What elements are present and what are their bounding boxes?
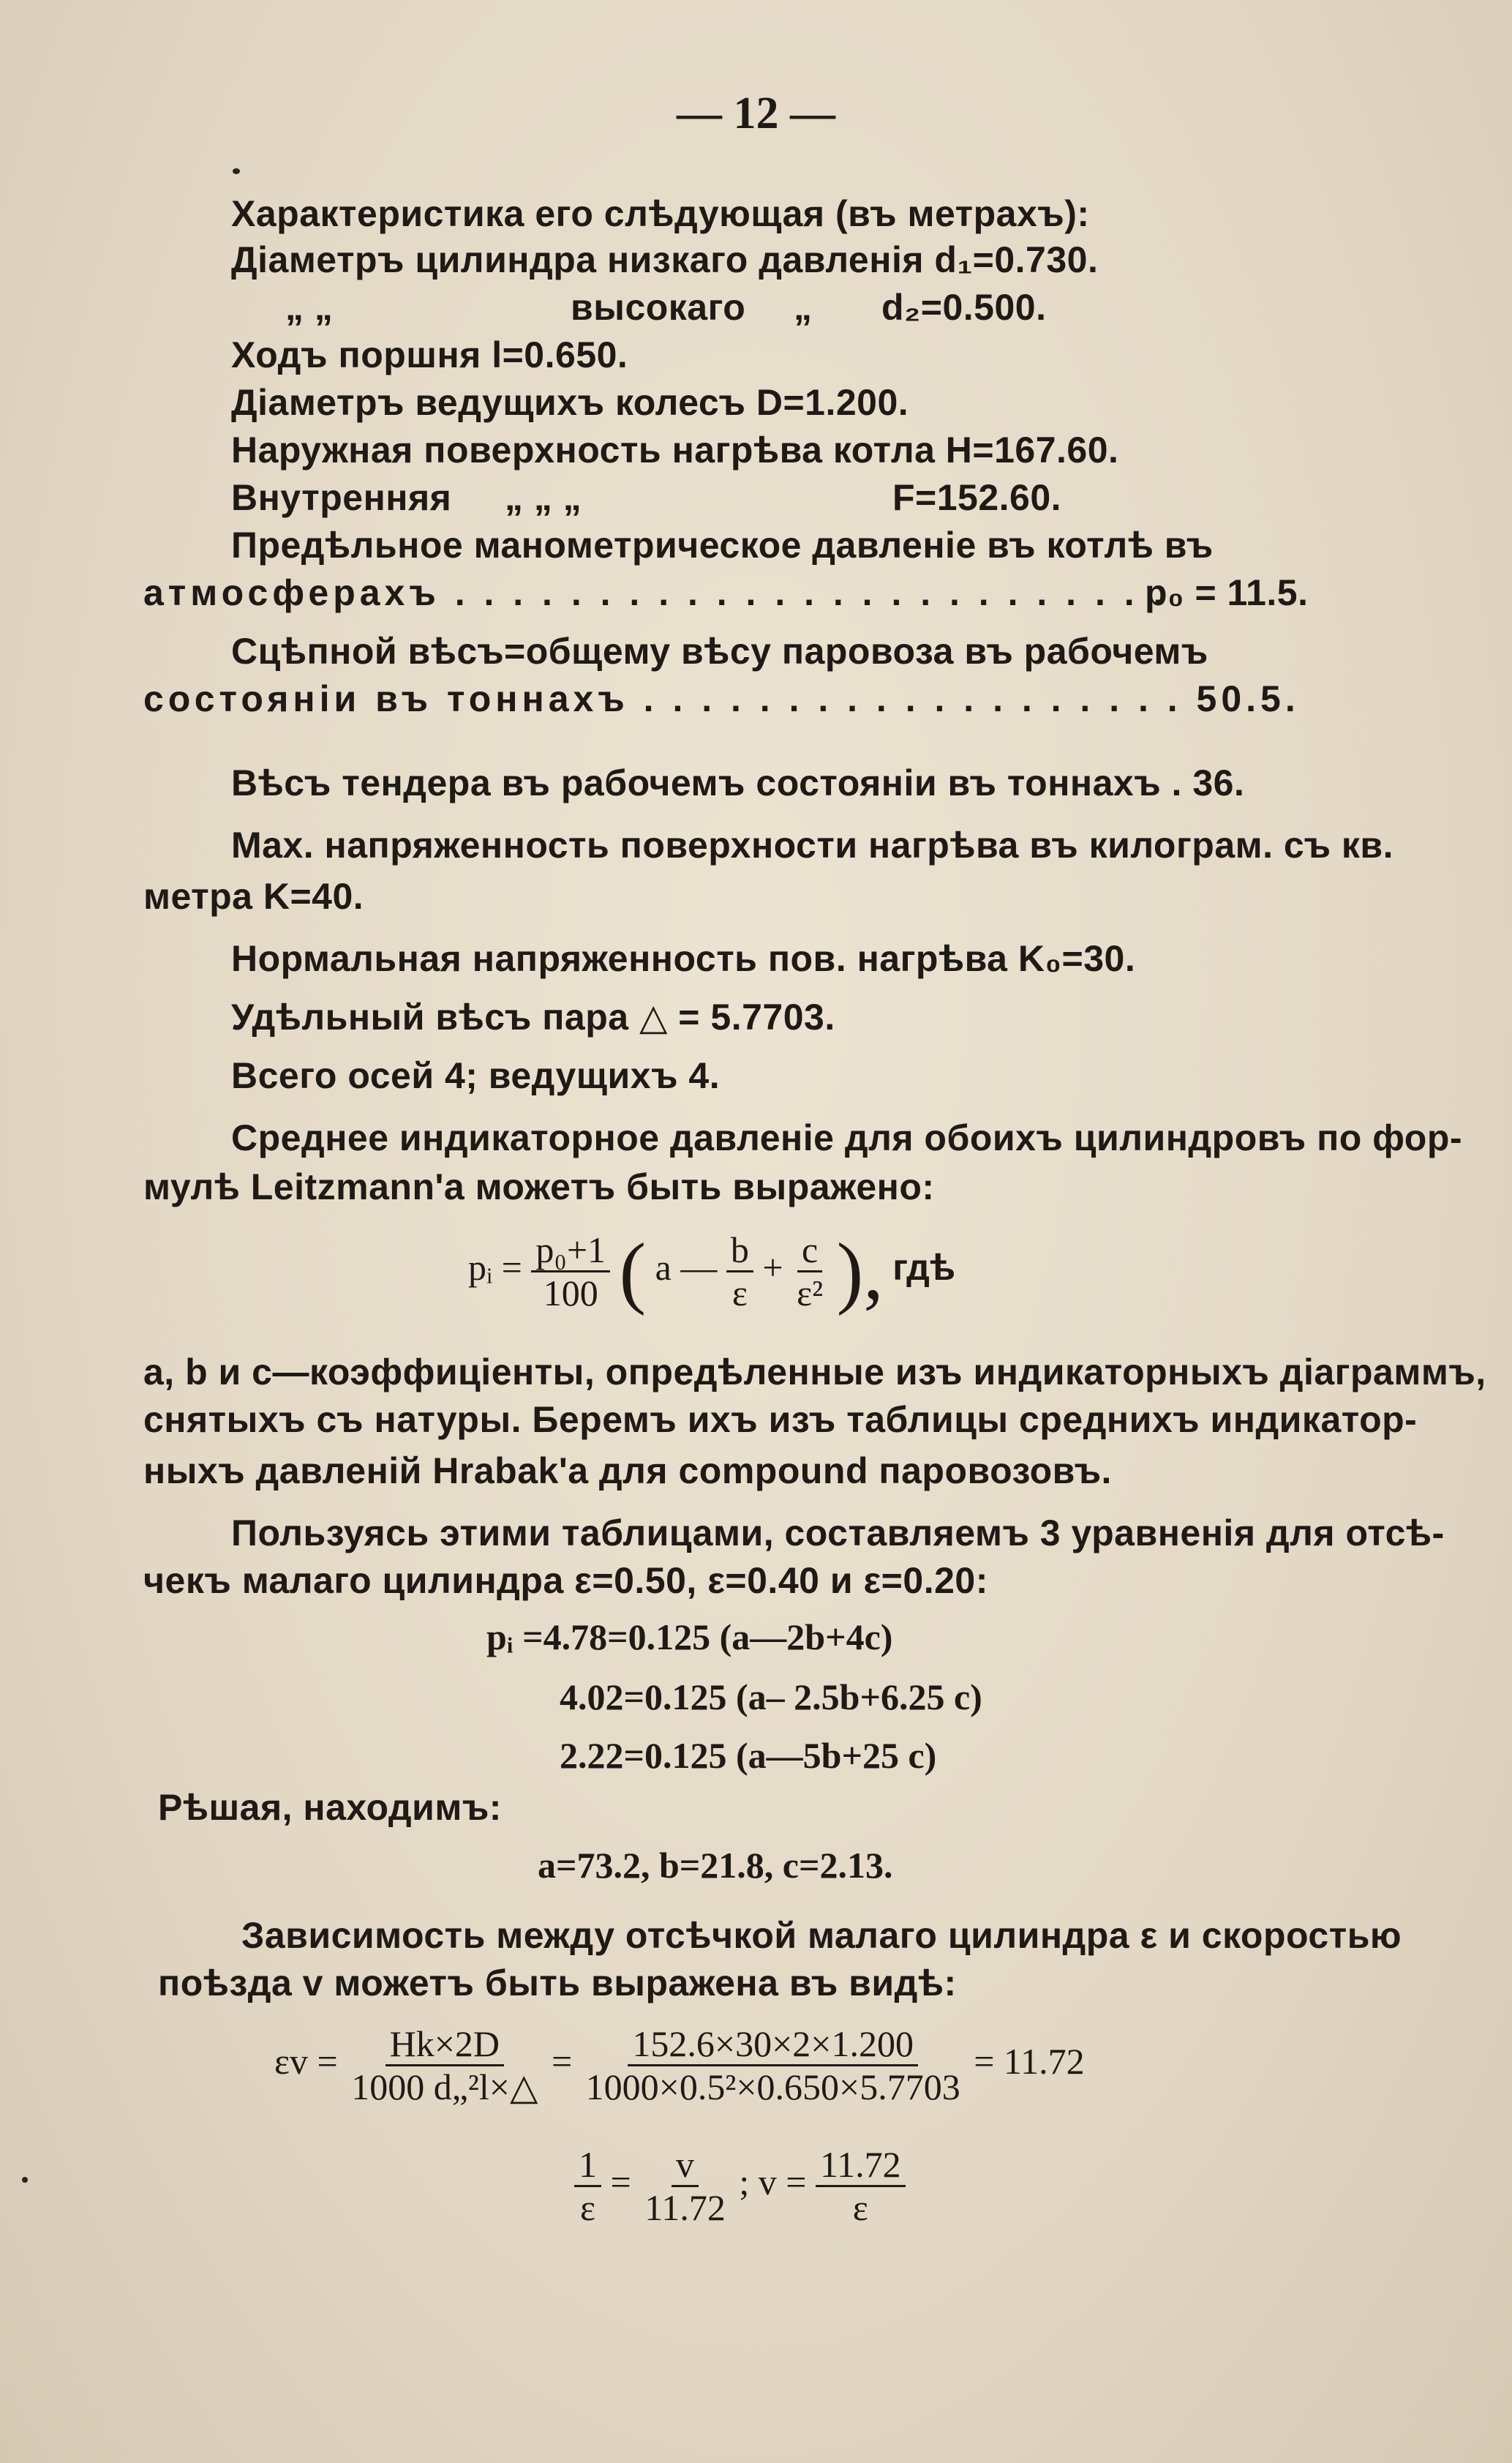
formula3-fraction-3 bbox=[816, 2144, 906, 2228]
formula1-denominator: 100 bbox=[543, 1272, 598, 1313]
equation-3: 2.22=0.125 (a—5b+25 c) bbox=[560, 1735, 937, 1776]
formula1-fraction bbox=[531, 1229, 610, 1313]
formula1-numerator: p₀+1 bbox=[531, 1229, 610, 1272]
line-p0-value: p₀ = 11.5. bbox=[1145, 572, 1309, 613]
line-low-pressure-diameter: Діаметръ цилиндра низкаго давленія d₁=0.730. bbox=[231, 239, 1099, 280]
line-hrabak: ныхъ давленій Hrabak'а для compound паровозовъ. bbox=[143, 1450, 1112, 1491]
formula3-f2-den: 11.72 bbox=[644, 2187, 726, 2228]
formula-speed bbox=[274, 2023, 1085, 2107]
formula2-result: = 11.72 bbox=[974, 2040, 1085, 2082]
line-solving: Рѣшая, находимъ: bbox=[158, 1787, 502, 1828]
formula1-c-den: ε² bbox=[797, 1272, 824, 1313]
line-dependence: Зависимость между отсѣчкой малаго цилиндра ε и скоростью bbox=[241, 1915, 1402, 1956]
line-cutoffs: чекъ малаго цилиндра ε=0.50, ε=0.40 и ε=0.20: bbox=[143, 1560, 988, 1601]
line-inner-label: Внутренняя bbox=[231, 477, 452, 518]
line-max-intensity: Max. напряженность поверхности нагрѣва въ килограм. съ кв. bbox=[231, 825, 1394, 866]
line-taken-from-nature: снятыхъ съ натуры. Беремъ ихъ изъ таблицы среднихъ индикатор- bbox=[143, 1399, 1418, 1440]
equation-2: 4.02=0.125 (a– 2.5b+6.25 c) bbox=[560, 1676, 982, 1717]
line-coefficients: a, b и c—коэффиціенты, опредѣленные изъ индикаторныхъ діаграммъ, bbox=[143, 1352, 1486, 1392]
formula1-where: гдѣ bbox=[892, 1246, 956, 1288]
line-piston-stroke: Ходъ поршня l=0.650. bbox=[231, 334, 628, 375]
equation-1: pᵢ =4.78=0.125 (a—2b+4c) bbox=[486, 1616, 893, 1657]
formula1-plus: + bbox=[762, 1246, 783, 1288]
line-tender-weight: Вѣсъ тендера въ рабочемъ состояніи въ тоннахъ . 36. bbox=[231, 762, 1245, 803]
line-axles: Всего осей 4; ведущихъ 4. bbox=[231, 1055, 721, 1096]
line-adhesive-weight: Сцѣпной вѣсъ=общему вѣсу паровоза въ рабочемъ bbox=[231, 631, 1208, 672]
formula1-b-num: b bbox=[726, 1229, 753, 1272]
formula1-c-num: c bbox=[797, 1229, 822, 1272]
formula3-equals: = bbox=[610, 2161, 631, 2203]
line-high-pressure-label: высокаго bbox=[571, 287, 746, 328]
formula3-f3-den: ε bbox=[852, 2187, 868, 2228]
formula2-fraction-2 bbox=[582, 2023, 965, 2107]
line-wheel-diameter: Діаметръ ведущихъ колесъ D=1.200. bbox=[231, 382, 909, 423]
line-atmospheres: атмосферахъ . . . . . . . . . . . . . . . . . . . . . . . . . bbox=[143, 572, 1168, 613]
page-number: — 12 — bbox=[677, 89, 835, 138]
formula-reciprocal bbox=[574, 2144, 906, 2228]
formula2-fraction-1 bbox=[347, 2023, 542, 2107]
formula2-den1: 1000 d„²l×△ bbox=[351, 2066, 538, 2107]
formula-mean-pressure bbox=[468, 1226, 956, 1316]
line-meter-k: метра K=40. bbox=[143, 876, 364, 917]
formula1-b-fraction bbox=[726, 1229, 753, 1313]
line-max-pressure: Предѣльное манометрическое давленіе въ котлѣ въ bbox=[231, 525, 1214, 566]
line-using-tables: Пользуясь этими таблицами, составляемъ 3 уравненія для отсѣ- bbox=[231, 1512, 1445, 1553]
line-ditto-marks: „ „ bbox=[285, 287, 334, 328]
formula2-den2: 1000×0.5²×0.650×5.7703 bbox=[585, 2066, 960, 2107]
formula2-lhs: εv = bbox=[274, 2040, 338, 2082]
line-high-pressure-diameter: d₂=0.500. bbox=[881, 287, 1047, 328]
line-mean-pressure: Среднее индикаторное давленіе для обоихъ цилиндровъ по фор- bbox=[231, 1117, 1463, 1158]
formula2-equals: = bbox=[551, 2040, 573, 2082]
formula1-a-term: a — bbox=[655, 1246, 718, 1288]
formula3-separator: ; v = bbox=[739, 2161, 807, 2203]
formula1-open-paren: ( bbox=[619, 1226, 647, 1316]
formula1-close-paren: ), bbox=[836, 1226, 884, 1316]
formula3-f1-den: ε bbox=[580, 2187, 595, 2228]
formula3-fraction-2 bbox=[640, 2144, 730, 2228]
line-train-speed: поѣзда v можетъ быть выражена въ видѣ: bbox=[158, 1962, 957, 2003]
formula1-lhs: pᵢ = bbox=[468, 1246, 522, 1288]
line-characteristics: Характеристика его слѣдующая (въ метрахъ): bbox=[231, 193, 1090, 234]
line-working-state: состояніи въ тоннахъ . . . . . . . . . . . . . . . . . . . 50.5. bbox=[143, 678, 1300, 719]
line-outer-heating-surface: Наружная поверхность нагрѣва котла H=167.60. bbox=[231, 430, 1119, 471]
formula1-c-fraction bbox=[792, 1229, 827, 1313]
line-inner-heating-surface: F=152.60. bbox=[892, 477, 1062, 518]
line-specific-weight: Удѣльный вѣсъ пара △ = 5.7703. bbox=[231, 997, 835, 1038]
formula2-num2: 152.6×30×2×1.200 bbox=[628, 2023, 918, 2066]
line-inner-ditto: „ „ „ bbox=[505, 477, 582, 518]
line-normal-intensity: Нормальная напряженность пов. нагрѣва K₀=30. bbox=[231, 938, 1136, 979]
formula3-fraction-1 bbox=[574, 2144, 601, 2228]
formula3-f3-num: 11.72 bbox=[816, 2144, 906, 2187]
line-ditto-mark: „ bbox=[794, 287, 813, 328]
formula3-f1-num: 1 bbox=[574, 2144, 601, 2187]
formula1-b-den: ε bbox=[731, 1272, 748, 1313]
ink-speck bbox=[22, 2177, 28, 2183]
ink-speck bbox=[233, 168, 240, 174]
formula3-f2-num: v bbox=[672, 2144, 699, 2187]
formula2-num1: Hk×2D bbox=[385, 2023, 504, 2066]
line-leitzmann: мулѣ Leitzmann'а можетъ быть выражено: bbox=[143, 1166, 935, 1207]
equation-solution: a=73.2, b=21.8, c=2.13. bbox=[538, 1845, 893, 1886]
